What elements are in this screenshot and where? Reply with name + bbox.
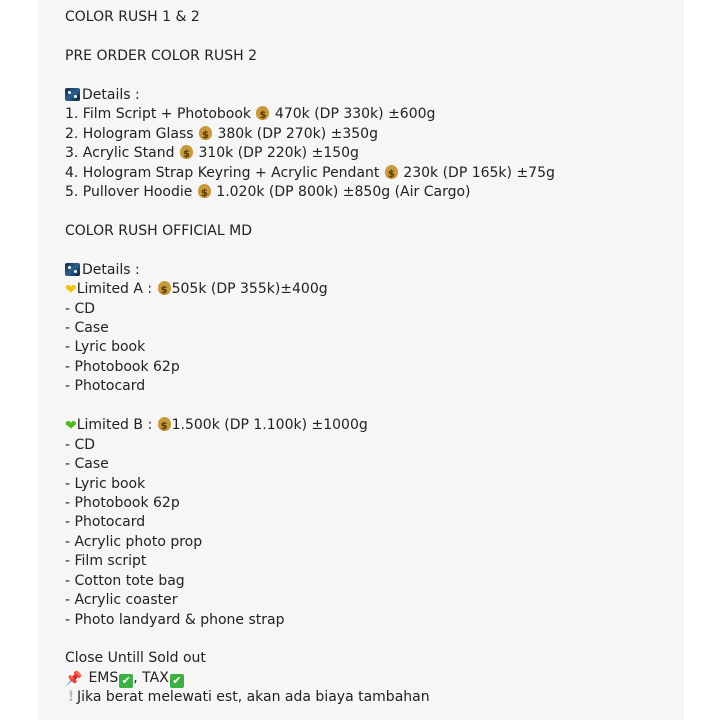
preorder-item: 3. Acrylic Stand $ 310k (DP 220k) ±150g	[65, 144, 695, 163]
list-item: - Acrylic photo prop	[65, 533, 203, 550]
list-item: - Photobook 62p	[65, 494, 180, 511]
money-bag-icon	[199, 126, 212, 140]
exclamation-icon: !	[67, 689, 75, 706]
money-bag-icon	[158, 281, 171, 295]
preorder-details-label: Details :	[65, 86, 695, 105]
check-mark-icon: ✔	[170, 674, 184, 688]
post-title: COLOR RUSH 1 & 2	[65, 9, 200, 25]
list-item: - Photocard	[65, 378, 146, 395]
preorder-item: 5. Pullover Hoodie $ 1.020k (DP 800k) ±850g (Air Cargo)	[65, 183, 695, 202]
note-line: ! Jika berat melewati est, akan ada biaya tambahan	[65, 688, 695, 707]
green-heart-icon: ❤	[65, 418, 77, 435]
close-text: Close Untill Sold out	[65, 650, 206, 667]
details-icon	[65, 263, 80, 276]
preorder-item: 2. Hologram Glass $ 380k (DP 270k) ±350g	[65, 125, 695, 144]
list-item: - Lyric book	[65, 339, 146, 356]
pushpin-icon: 📌	[65, 670, 83, 687]
money-bag-icon	[385, 165, 398, 179]
yellow-heart-icon: ❤	[65, 282, 77, 299]
preorder-item: 1. Film Script + Photobook $ 470k (DP 330k) ±600g	[65, 105, 695, 124]
list-item: - Lyric book	[65, 475, 146, 492]
list-item: - Photocard	[65, 514, 146, 531]
money-bag-icon	[158, 417, 171, 431]
list-item: - Case	[65, 320, 109, 336]
list-item: - Photobook 62p	[65, 358, 180, 375]
money-bag-icon	[180, 145, 193, 159]
post-content	[65, 8, 695, 708]
list-item: - Photo landyard & phone strap	[65, 611, 285, 628]
limited-a-heading: ❤Limited A : $ 505k (DP 355k)±400g	[65, 280, 695, 299]
list-item: - CD	[65, 300, 96, 317]
preorder-item: 4. Hologram Strap Keyring + Acrylic Pendant $ 230k (DP 165k) ±75g	[65, 164, 695, 183]
details-icon	[65, 88, 80, 101]
money-bag-icon	[198, 184, 211, 198]
shipping-line: 📌 EMS ✔ , TAX ✔	[65, 669, 695, 688]
md-details-label: Details :	[65, 261, 695, 280]
money-bag-icon	[256, 106, 269, 120]
list-item: - Acrylic coaster	[65, 592, 178, 609]
list-item: - CD	[65, 436, 96, 453]
preorder-heading: PRE ORDER COLOR RUSH 2	[65, 47, 258, 64]
list-item: - Film script	[65, 553, 147, 570]
list-item: - Cotton tote bag	[65, 572, 185, 589]
check-mark-icon: ✔	[119, 674, 133, 688]
official-md-heading: COLOR RUSH OFFICIAL MD	[65, 222, 252, 239]
limited-b-heading: ❤Limited B : $ 1.500k (DP 1.100k) ±1000g	[65, 416, 695, 435]
list-item: - Case	[65, 456, 109, 473]
